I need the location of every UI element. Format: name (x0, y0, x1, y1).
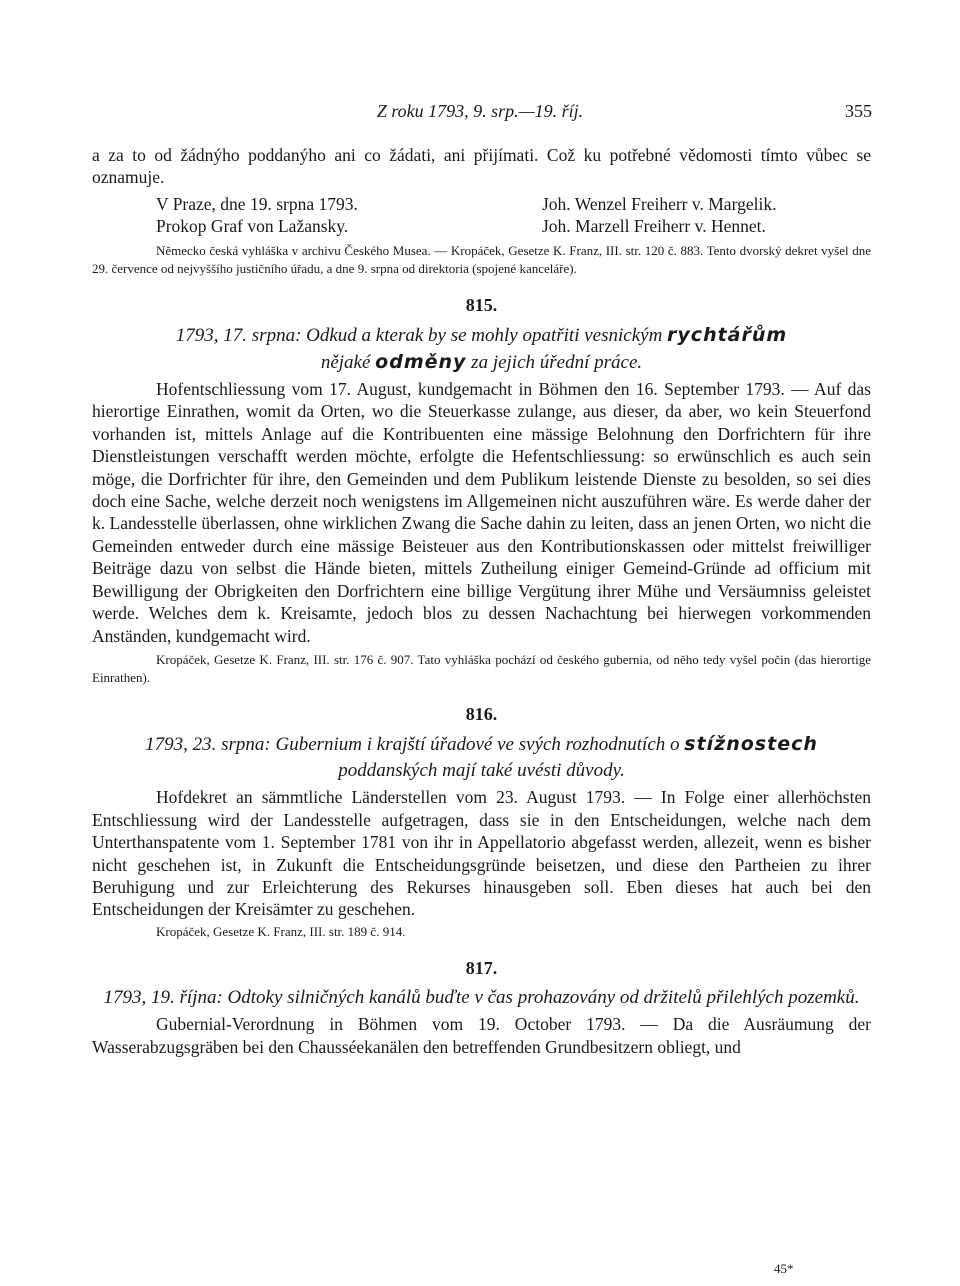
signature-margelik: Joh. Wenzel Freiherr v. Margelik. (542, 193, 777, 214)
section-body: Hofdekret an sämmtliche Länderstellen vom 23. August 1793. — In Folge einer allerhöchsten Entschliessung wird der Landesstelle aufgetragen, dass sie in den Entscheidungen, welche nach dem Unterthanspatente vom 1. September 1781 von ihr in Appellatorio abgefasst werden, allezeit, wenn es bisher nicht geschehen ist, in Zukunft die Entscheidungsgründe beisetzen, und diese den Partheien zu ihrer Beruhigung und zur Erleichterung des Rekurses hinausgeben soll. Eben dieses hat auch bei den Entscheidungen der Kreisämter zu geschehen. (92, 787, 871, 920)
running-head (0, 101, 960, 125)
intro-source-note: Německo česká vyhláška v archivu Českého Musea. — Kropáček, Gesetze K. Franz, III. str. 120 č. 883. Tento dvorský dekret vyšel dne 29. července od nejvyššího justičního úřadu, a dne 9. srpna od direktoria (spojené kanceláře). (92, 242, 871, 276)
section-817 (92, 957, 871, 1058)
signature-lazansky: Prokop Graf von Lažansky. (156, 216, 349, 237)
printer-signature-mark: 45* (774, 1261, 794, 1276)
heading-text: nějaké (320, 352, 371, 374)
section-heading (92, 731, 871, 784)
heading-text: 1793, 17. srpna: Odkud a kterak by se mohly opatřiti vesnickým (175, 325, 663, 347)
section-number: 816. (465, 703, 498, 724)
section-source-note: Kropáček, Gesetze K. Franz, III. str. 189 č. 914. (156, 923, 406, 939)
heading-text: za jejich úřední práce. (471, 352, 643, 374)
heading-keyword: odměny (375, 351, 467, 374)
section-heading: 1793, 19. října: Odtoky silničných kanálů buďte v čas prohazovány od držitelů přilehlých pozemků. (103, 987, 860, 1009)
heading-keyword: stížnostech (684, 733, 818, 756)
heading-text: 1793, 23. srpna: Gubernium i krajští úřadové ve svých rozhodnutích o (145, 734, 680, 756)
page-number: 355 (845, 101, 872, 121)
section-body: Hofentschliessung vom 17. August, kundgemacht in Böhmen den 16. September 1793. — Auf das hierortige Einrathen, womit da Orten, wo die Steuerkasse zulange, aus dieser, da aber, wo kein Steuerfond vorhanden ist, mittels Anlage auf die Kontribuenten eine mässige Belohnung den Dorfrichtern für ihre Dienstleistungen verschafft werden möchte, erfolgte die Hefentschliessung: so erwünschlich es auch sein möge, die Dorfrichter für ihre, den Gemeinden und dem Publikum leistende Dienste zu besolden, so sei dies doch eine Sache, welche derzeit noch wenigstens im Allgemeinen nicht auszuführen wäre. Es werde daher der k. Landesstelle überlassen, ohne wirklichen Zwang die Sache dahin zu leiten, dass an jenen Orten, wo nicht die Gemeinden entweder durch eine mässige Beisteuer aus den Kontributionskassen oder mittelst freiwilliger Beiträge dazu von selbst die Hände bieten, mittels Zutheilung einiger Gemeind-Gründe ad officium mit Bewilligung der Obrigkeiten den Dorfrichtern eine billige Vergütung ihrer Mühe und Versäumniss geleistet werde. Welches dem k. Kreisamte, jedoch blos zu dessen Nachachtung bei hierwegen vorkommenden Anständen, kundgemacht wird. (92, 379, 871, 646)
page-content (92, 144, 871, 1058)
section-815 (92, 294, 871, 687)
signature-place-date: V Praze, dne 19. srpna 1793. (156, 193, 358, 214)
section-heading (92, 322, 871, 376)
signature-row-1 (92, 193, 871, 215)
running-title: Z roku 1793, 9. srp.—19. říj. (376, 101, 584, 121)
section-body: Gubernial-Verordnung in Böhmen vom 19. October 1793. — Da die Ausräumung der Wasserabzugsgräben bei den Chausséekanälen den betreffenden Grundbesitzern obliegt, und (92, 1014, 871, 1057)
signature-row-2 (92, 215, 871, 237)
heading-keyword: rychtářům (667, 324, 788, 347)
section-source-note: Kropáček, Gesetze K. Franz, III. str. 176 č. 907. Tato vyhláška pochází od českého gubernia, od něho tedy vyšel počin (das hierortige Einrathen). (92, 651, 871, 685)
section-816 (92, 703, 871, 941)
intro-paragraph: a za to od žádnýho poddanýho ani co žádati, ani přijímati. Což ku potřebné vědomosti tímto vůbec se oznamuje. (92, 145, 871, 188)
section-number: 815. (465, 294, 498, 315)
heading-text: poddanských mají také uvésti důvody. (338, 760, 625, 782)
section-number: 817. (465, 957, 498, 978)
signature-hennet: Joh. Marzell Freiherr v. Hennet. (542, 216, 766, 237)
